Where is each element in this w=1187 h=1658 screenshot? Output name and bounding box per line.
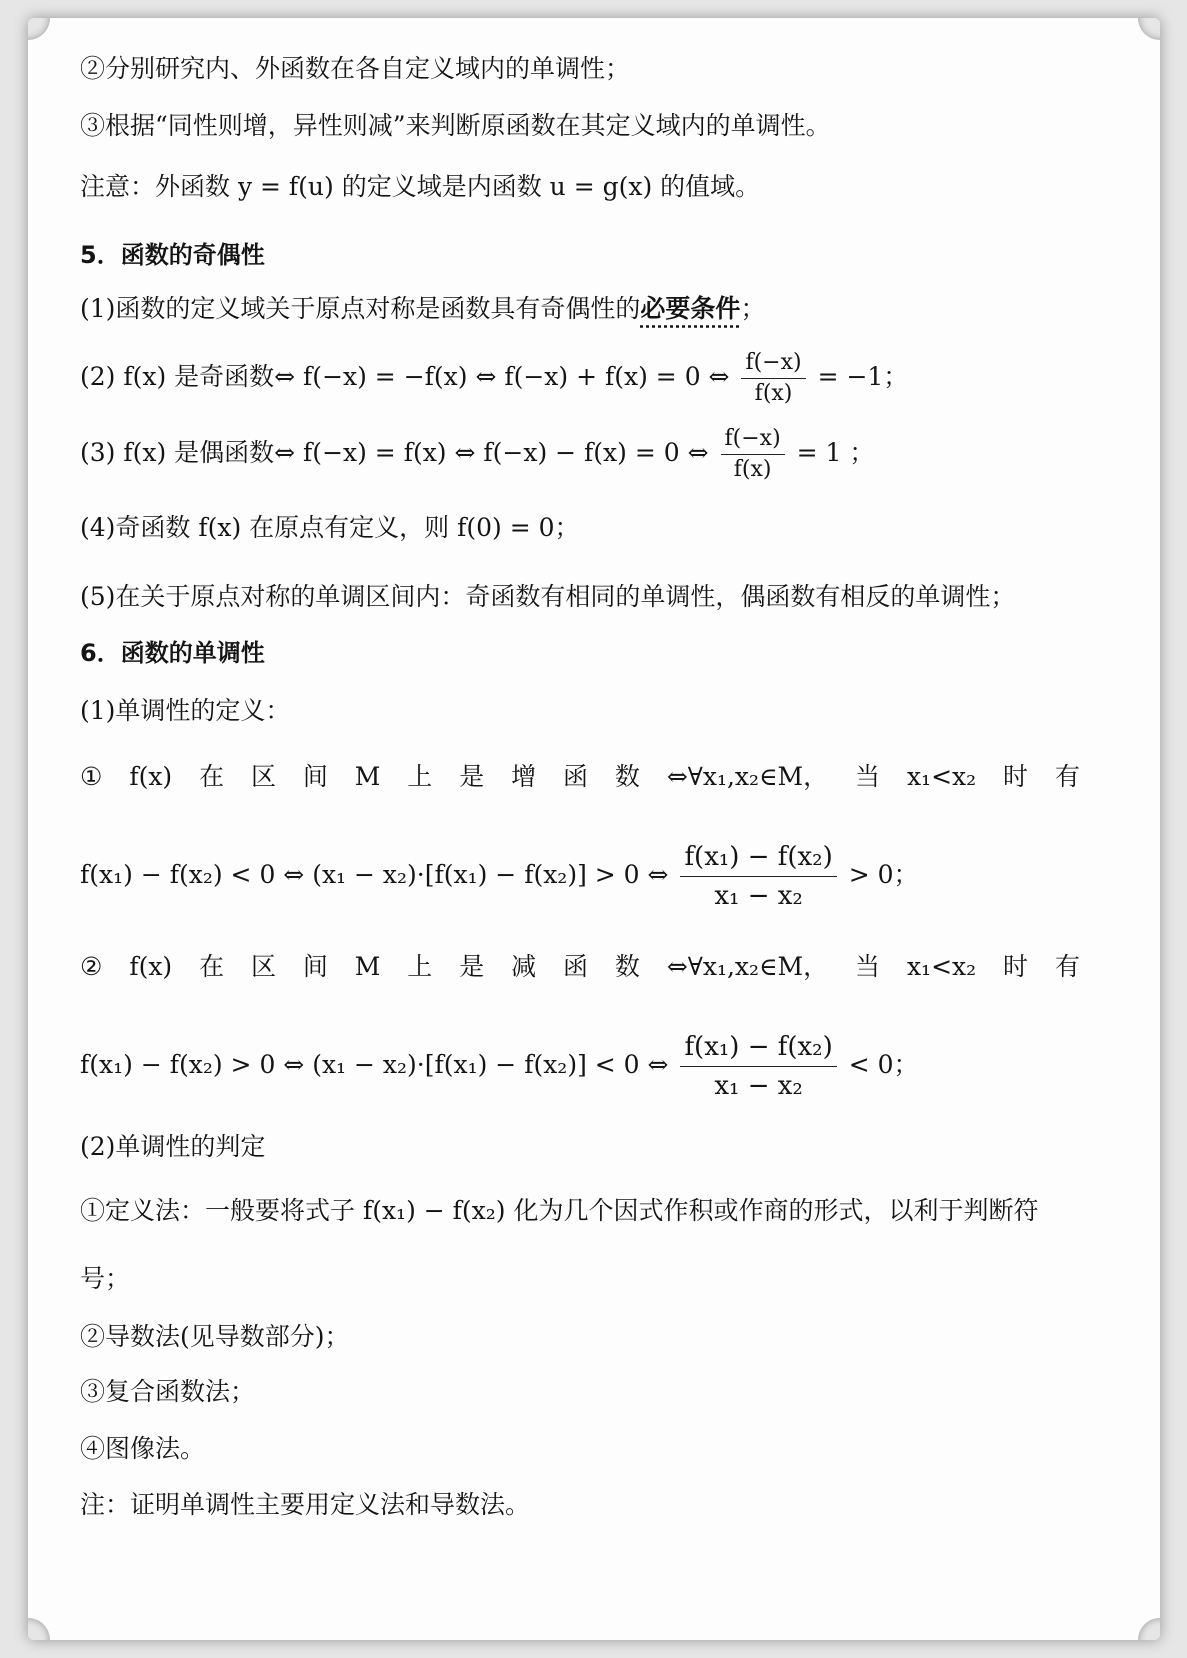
denominator: f(x) <box>733 457 772 482</box>
text-line: ④图像法。 <box>80 1434 206 1463</box>
text-line: (4)奇函数 f(x) 在原点有定义，则 f(0) = 0； <box>80 513 580 542</box>
numerator: f(−x) <box>741 348 805 379</box>
page-corner <box>1138 1618 1160 1640</box>
token: 时 <box>1003 952 1029 981</box>
text-segment: (1)函数的定义域关于原点对称是函数具有奇偶性的 <box>80 294 641 323</box>
formula-line <box>80 838 919 915</box>
numerator: f(x₁) − f(x₂) <box>680 838 836 877</box>
text-line: ③复合函数法； <box>80 1377 256 1406</box>
text-line: 号； <box>80 1264 131 1293</box>
denominator: f(x) <box>754 381 793 406</box>
token: 间 <box>302 952 328 981</box>
emphasis-text: 必要条件 <box>640 294 741 323</box>
page-corner <box>28 18 50 40</box>
token: 当 <box>855 762 881 791</box>
token: ① <box>80 762 103 791</box>
formula-text: = −1； <box>817 362 909 391</box>
token: 减 <box>511 952 537 981</box>
text-segment: ； <box>740 294 766 323</box>
token: 数 <box>614 952 640 981</box>
formula-text: = 1 ； <box>796 438 875 467</box>
token: 上 <box>407 762 433 791</box>
section-heading: 6．函数的单调性 <box>80 639 265 667</box>
text-line: ②导数法(见导数部分)； <box>80 1322 350 1351</box>
token: f(x) <box>129 952 173 981</box>
formula-text: (3) f(x) 是偶函数⇔ f(−x) = f(x) ⇔ f(−x) − f(x) = 0 ⇔ <box>80 438 709 467</box>
token: M <box>354 952 381 981</box>
denominator: x₁ − x₂ <box>714 881 803 911</box>
document-page <box>28 18 1160 1640</box>
numerator: f(x₁) − f(x₂) <box>680 1028 836 1067</box>
formula-line <box>80 1028 919 1105</box>
formula-text: f(x₁) − f(x₂) > 0 ⇔ (x₁ − x₂)·[f(x₁) − f(x₂)] < 0 ⇔ <box>80 1050 669 1079</box>
token: 增 <box>511 762 537 791</box>
formula-text: > 0； <box>848 860 919 889</box>
token: 在 <box>199 762 225 791</box>
page-corner <box>1138 18 1160 40</box>
token: 区 <box>250 762 276 791</box>
fraction <box>741 348 805 409</box>
section-heading: 5．函数的奇偶性 <box>80 241 265 269</box>
token: 有 <box>1054 952 1080 981</box>
token: ⇔∀x₁,x₂∈M， <box>666 762 829 791</box>
formula-text: < 0； <box>848 1050 919 1079</box>
token: M <box>354 762 381 791</box>
formula-text: (2) f(x) 是奇函数⇔ f(−x) = −f(x) ⇔ f(−x) + f(x) = 0 ⇔ <box>80 362 730 391</box>
token: 当 <box>855 952 881 981</box>
token: x₁<x₂ <box>906 762 977 791</box>
fraction <box>680 838 836 915</box>
numerator: f(−x) <box>721 424 785 455</box>
denominator: x₁ − x₂ <box>714 1071 803 1101</box>
token: 时 <box>1003 762 1029 791</box>
token: 在 <box>199 952 225 981</box>
text-line: (5)在关于原点对称的单调区间内：奇函数有相同的单调性，偶函数有相反的单调性； <box>80 582 1016 611</box>
token: ⇔∀x₁,x₂∈M， <box>666 952 829 981</box>
page-corner <box>28 1618 50 1640</box>
text-line <box>80 292 765 326</box>
token: 数 <box>614 762 640 791</box>
token: 间 <box>302 762 328 791</box>
token: f(x) <box>129 762 173 791</box>
text-line: ②分别研究内、外函数在各自定义域内的单调性； <box>80 54 631 83</box>
fraction <box>721 424 785 485</box>
text-line: 注：证明单调性主要用定义法和导数法。 <box>80 1490 531 1519</box>
token: 有 <box>1054 762 1080 791</box>
text-line: (2)单调性的判定 <box>80 1132 266 1161</box>
token: 函 <box>563 952 589 981</box>
token: 函 <box>563 762 589 791</box>
text-line: 注意：外函数 y = f(u) 的定义域是内函数 u = g(x) 的值域。 <box>80 172 761 201</box>
formula-text: f(x₁) − f(x₂) < 0 ⇔ (x₁ − x₂)·[f(x₁) − f(x₂)] > 0 ⇔ <box>80 860 669 889</box>
token: 上 <box>407 952 433 981</box>
token: ② <box>80 952 103 981</box>
token: 是 <box>459 952 485 981</box>
spread-line <box>80 760 1080 794</box>
text-line: ①定义法：一般要将式子 f(x₁) − f(x₂) 化为几个因式作积或作商的形式，以利于判断符 <box>80 1196 1039 1225</box>
token: 是 <box>459 762 485 791</box>
text-line: (1)单调性的定义： <box>80 696 291 725</box>
fraction <box>680 1028 836 1105</box>
token: 区 <box>250 952 276 981</box>
token: x₁<x₂ <box>906 952 977 981</box>
text-line: ③根据“同性则增，异性则减”来判断原函数在其定义域内的单调性。 <box>80 111 831 140</box>
spread-line <box>80 950 1080 984</box>
formula-line <box>80 348 908 409</box>
formula-line <box>80 424 874 485</box>
